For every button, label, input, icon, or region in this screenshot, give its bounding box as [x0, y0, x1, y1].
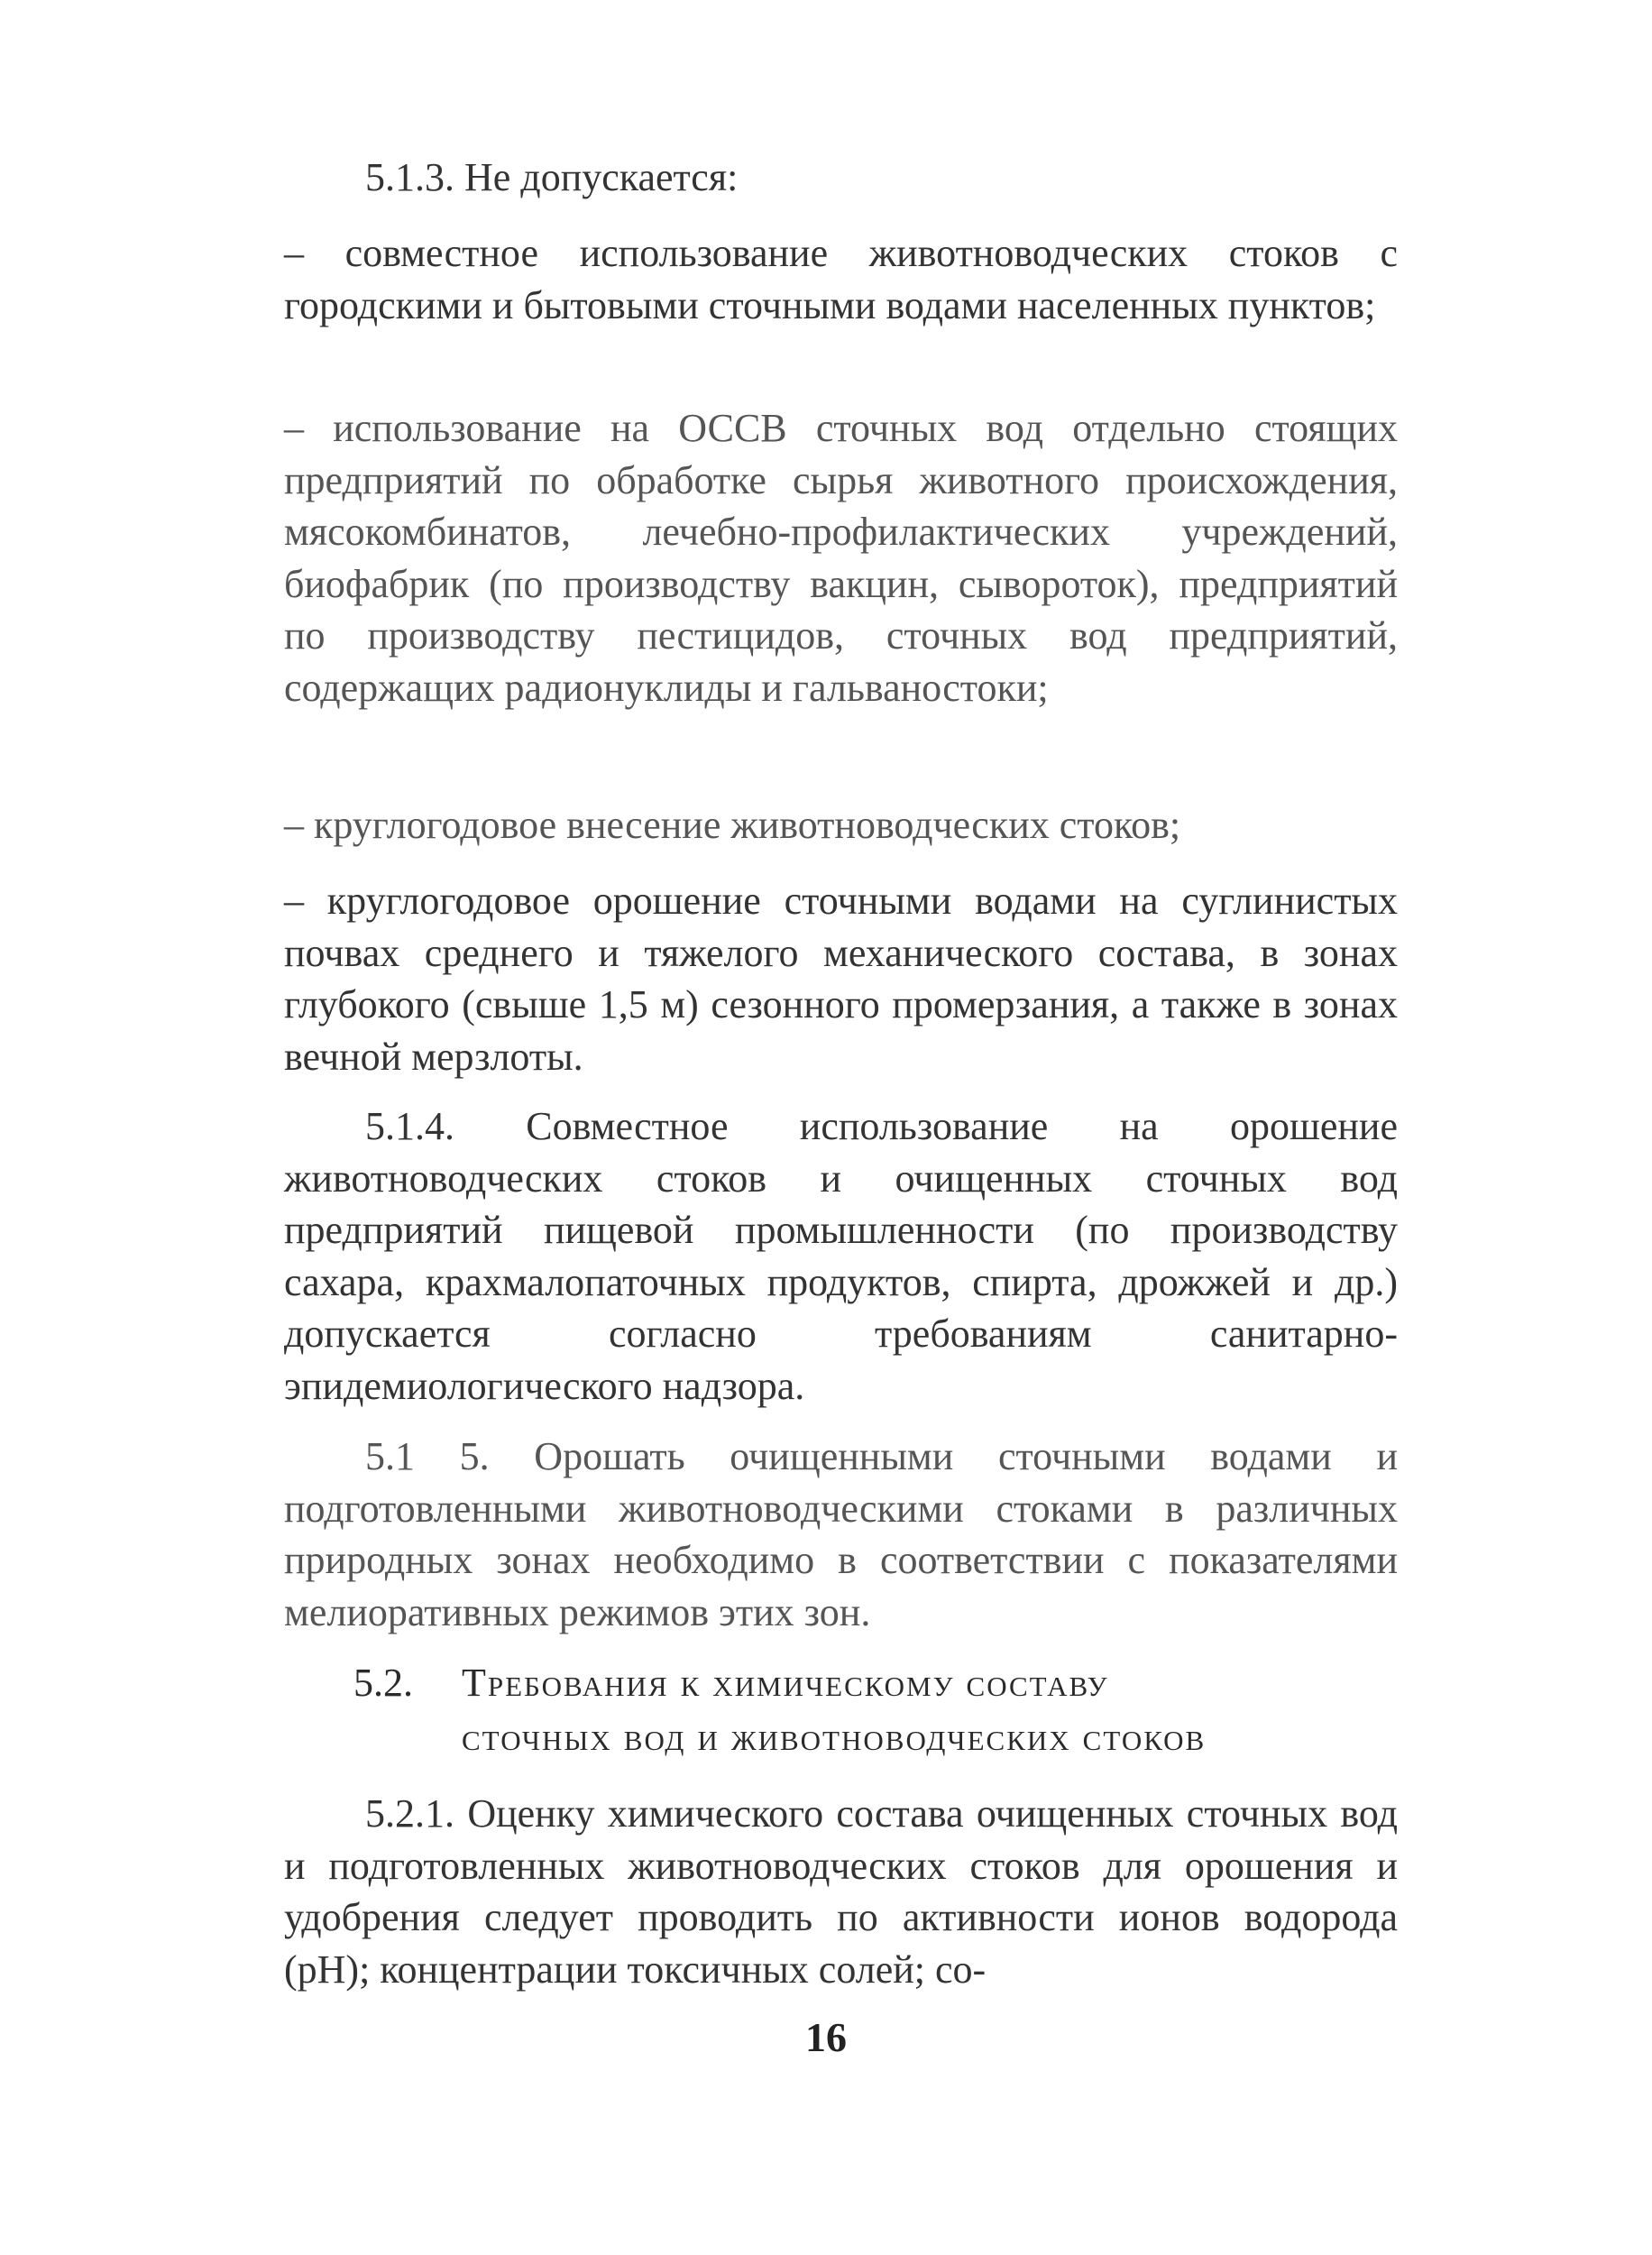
paragraph-5-1-4: 5.1.4. Совместное использование на орошение животноводческих стоков и очищенных сточных вод предприятий пищевой промышленности (по производству сахара, крахмалопаточных продуктов, спирта, дрожжей и др.) допускается согласно требованиям санитарно-эпидемиологического надзора. [284, 1104, 1398, 1408]
paragraph-5-1-3-item-1: – совместное использование животноводческих стоков с городскими и бытовыми сточными водами населенных пунктов; [284, 231, 1398, 327]
heading-row-2 [353, 1710, 1390, 1764]
heading-number: 5.2. [353, 1661, 413, 1705]
paragraph-5-1-3-item-4: – круглогодовое орошение сточными водами на суглинистых почвах среднего и тяжелого механического состава, в зонах глубокого (свыше 1,5 м) сезонного промерзания, а также в зонах вечной мерзлоты. [284, 879, 1398, 1079]
section-5-2-1 [284, 1788, 1398, 1995]
list-item-3 [284, 799, 1398, 851]
paragraph-5-1-3-item-3: – круглогодовое внесение животноводческих стоков; [284, 803, 1181, 847]
heading-line-1: Требования к химическому составу [462, 1661, 1109, 1705]
list-item-2 [284, 402, 1398, 713]
paragraph-5-1-5: 5.1 5. Орошать очищенными сточными водами и подготовленными животноводческими стоками в различных природных зонах необходимо в соответствии с показателями мелиоративных режимов этих зон. [284, 1434, 1398, 1634]
page-number: 16 [805, 2014, 847, 2060]
section-heading-5-2 [353, 1656, 1390, 1764]
paragraph-5-1-3-item-2: – использование на ОССВ сточных вод отдельно стоящих предприятий по обработке сырья животного происхождения, мясокомбинатов, лечебно-профилактических учреждений, биофабрик (по производству вакцин, сывороток), предприятий по производству пестицидов, сточных вод предприятий, содержащих радионуклиды и гальваностоки; [284, 406, 1398, 710]
heading-row-1 [353, 1656, 1390, 1710]
heading-line-2: сточных вод и животноводческих стоков [462, 1715, 1207, 1759]
list-item-4 [284, 875, 1398, 1082]
section-5-1-3 [284, 152, 1398, 204]
list-item-1 [284, 227, 1398, 331]
paragraph-5-2-1: 5.2.1. Оценку химического состава очищенных сточных вод и подготовленных животноводческих стоков для орошения и удобрения следует проводить по активности ионов водорода (pH); концентрации токсичных солей; со- [284, 1791, 1398, 1992]
section-5-1-4 [284, 1100, 1398, 1412]
section-5-1-5 [284, 1431, 1398, 1638]
paragraph-5-1-3-title: 5.1.3. Не допускается: [365, 155, 739, 199]
